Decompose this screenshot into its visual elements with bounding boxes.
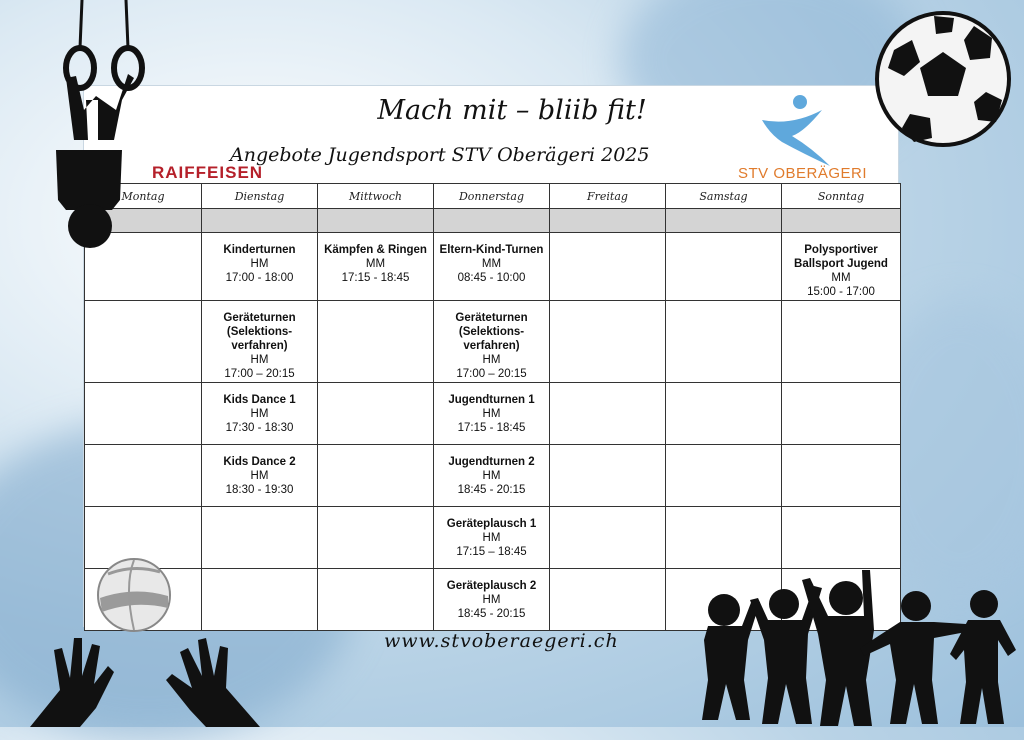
course-place: MM — [481, 258, 502, 270]
separator-cell — [318, 209, 434, 233]
schedule-cell — [550, 507, 666, 569]
course-name: Jugendturnen 2 — [448, 456, 535, 468]
day-header-dienstag: Dienstag — [202, 184, 318, 209]
day-header-sonntag: Sonntag — [782, 184, 901, 209]
course-time: 18:30 - 19:30 — [225, 484, 294, 496]
schedule-cell — [666, 383, 782, 445]
page-subtitle: Angebote Jugendsport STV Oberägeri 2025 — [230, 144, 650, 166]
course-time: 17:15 - 18:45 — [457, 422, 526, 434]
schedule-cell — [550, 569, 666, 631]
day-header-montag: Montag — [85, 184, 202, 209]
schedule-cell — [434, 233, 550, 301]
course-place: HM — [250, 354, 269, 366]
separator-cell — [434, 209, 550, 233]
schedule-cell — [666, 301, 782, 383]
course-name: Geräteplausch 2 — [446, 580, 537, 592]
schedule-cell — [550, 301, 666, 383]
gymnast-rings-silhouette — [36, 0, 146, 250]
separator-cell — [782, 209, 901, 233]
schedule-cell — [434, 383, 550, 445]
separator-cell — [550, 209, 666, 233]
club-name: STV OBERÄGERI — [738, 165, 868, 182]
schedule-cell — [318, 233, 434, 301]
course-time: 17:15 – 18:45 — [456, 546, 527, 558]
table-row — [85, 445, 901, 507]
schedule-cell — [434, 301, 550, 383]
course-place: HM — [250, 258, 269, 270]
course-name: Kids Dance 1 — [223, 394, 296, 406]
course-name: Geräteturnen (Selektions-verfahren) — [455, 312, 528, 352]
day-header-donnerstag: Donnerstag — [434, 184, 550, 209]
course-place: MM — [831, 272, 851, 284]
schedule-cell — [550, 445, 666, 507]
day-header-samstag: Samstag — [666, 184, 782, 209]
day-header-freitag: Freitag — [550, 184, 666, 209]
separator-cell — [202, 209, 318, 233]
course-time: 17:00 – 20:15 — [456, 368, 527, 380]
page-title: Mach mit – bliib fit! — [377, 95, 647, 126]
schedule-cell — [202, 383, 318, 445]
schedule-cell — [550, 233, 666, 301]
separator-cell — [666, 209, 782, 233]
day-header-row — [85, 184, 901, 209]
schedule-cell — [202, 445, 318, 507]
table-row — [85, 383, 901, 445]
schedule-cell — [782, 445, 901, 507]
course-time: 15:00 - 17:00 — [807, 286, 875, 298]
hands-silhouette — [30, 630, 260, 727]
course-place: HM — [482, 470, 501, 482]
course-place: MM — [365, 258, 386, 270]
course-name: Eltern-Kind-Turnen — [439, 244, 544, 256]
schedule-cell — [318, 383, 434, 445]
course-name: Geräteturnen (Selektions-verfahren) — [223, 312, 296, 352]
schedule-cell — [782, 383, 901, 445]
course-time: 17:00 - 18:00 — [225, 272, 294, 284]
schedule-cell — [550, 383, 666, 445]
course-name: Kinderturnen — [223, 244, 296, 256]
schedule-cell — [666, 445, 782, 507]
course-name: Kids Dance 2 — [223, 456, 296, 468]
schedule-cell — [318, 507, 434, 569]
separator-row — [85, 209, 901, 233]
schedule-cell — [434, 507, 550, 569]
course-time: 08:45 - 10:00 — [457, 272, 526, 284]
table-row — [85, 233, 901, 301]
course-name: Geräteplausch 1 — [446, 518, 537, 530]
course-name: Jugendturnen 1 — [448, 394, 535, 406]
course-time: 18:45 - 20:15 — [457, 484, 526, 496]
course-place: HM — [250, 470, 269, 482]
course-place: HM — [250, 408, 269, 420]
schedule-cell — [434, 569, 550, 631]
course-time: 18:45 - 20:15 — [457, 608, 526, 620]
course-name: Polysportiver Ballsport Jugend — [794, 244, 888, 270]
course-time: 17:30 - 18:30 — [225, 422, 294, 434]
schedule-cell — [85, 301, 202, 383]
course-place: HM — [482, 408, 501, 420]
children-silhouette — [694, 560, 1024, 727]
course-time: 17:15 - 18:45 — [341, 272, 410, 284]
course-place: HM — [482, 532, 501, 544]
table-row — [85, 301, 901, 383]
schedule-cell — [782, 233, 901, 301]
soccer-ball-icon — [874, 10, 1012, 148]
schedule-cell — [782, 301, 901, 383]
schedule-cell — [202, 569, 318, 631]
schedule-cell — [666, 233, 782, 301]
course-place: HM — [482, 594, 501, 606]
schedule-cell — [85, 383, 202, 445]
stv-logo-icon — [752, 92, 842, 168]
schedule-cell — [202, 233, 318, 301]
schedule-cell — [202, 301, 318, 383]
day-header-mittwoch: Mittwoch — [318, 184, 434, 209]
course-place: HM — [482, 354, 501, 366]
volleyball-icon — [94, 556, 174, 634]
schedule-cell — [318, 569, 434, 631]
schedule-cell — [434, 445, 550, 507]
course-name: Kämpfen & Ringen — [324, 244, 427, 256]
schedule-cell — [318, 445, 434, 507]
schedule-cell — [202, 507, 318, 569]
schedule-cell — [85, 445, 202, 507]
course-time: 17:00 – 20:15 — [224, 368, 295, 380]
website-url: www.stvoberaegeri.ch — [384, 630, 619, 652]
sponsor-logo: RAIFFEISEN — [152, 163, 264, 182]
schedule-cell — [318, 301, 434, 383]
